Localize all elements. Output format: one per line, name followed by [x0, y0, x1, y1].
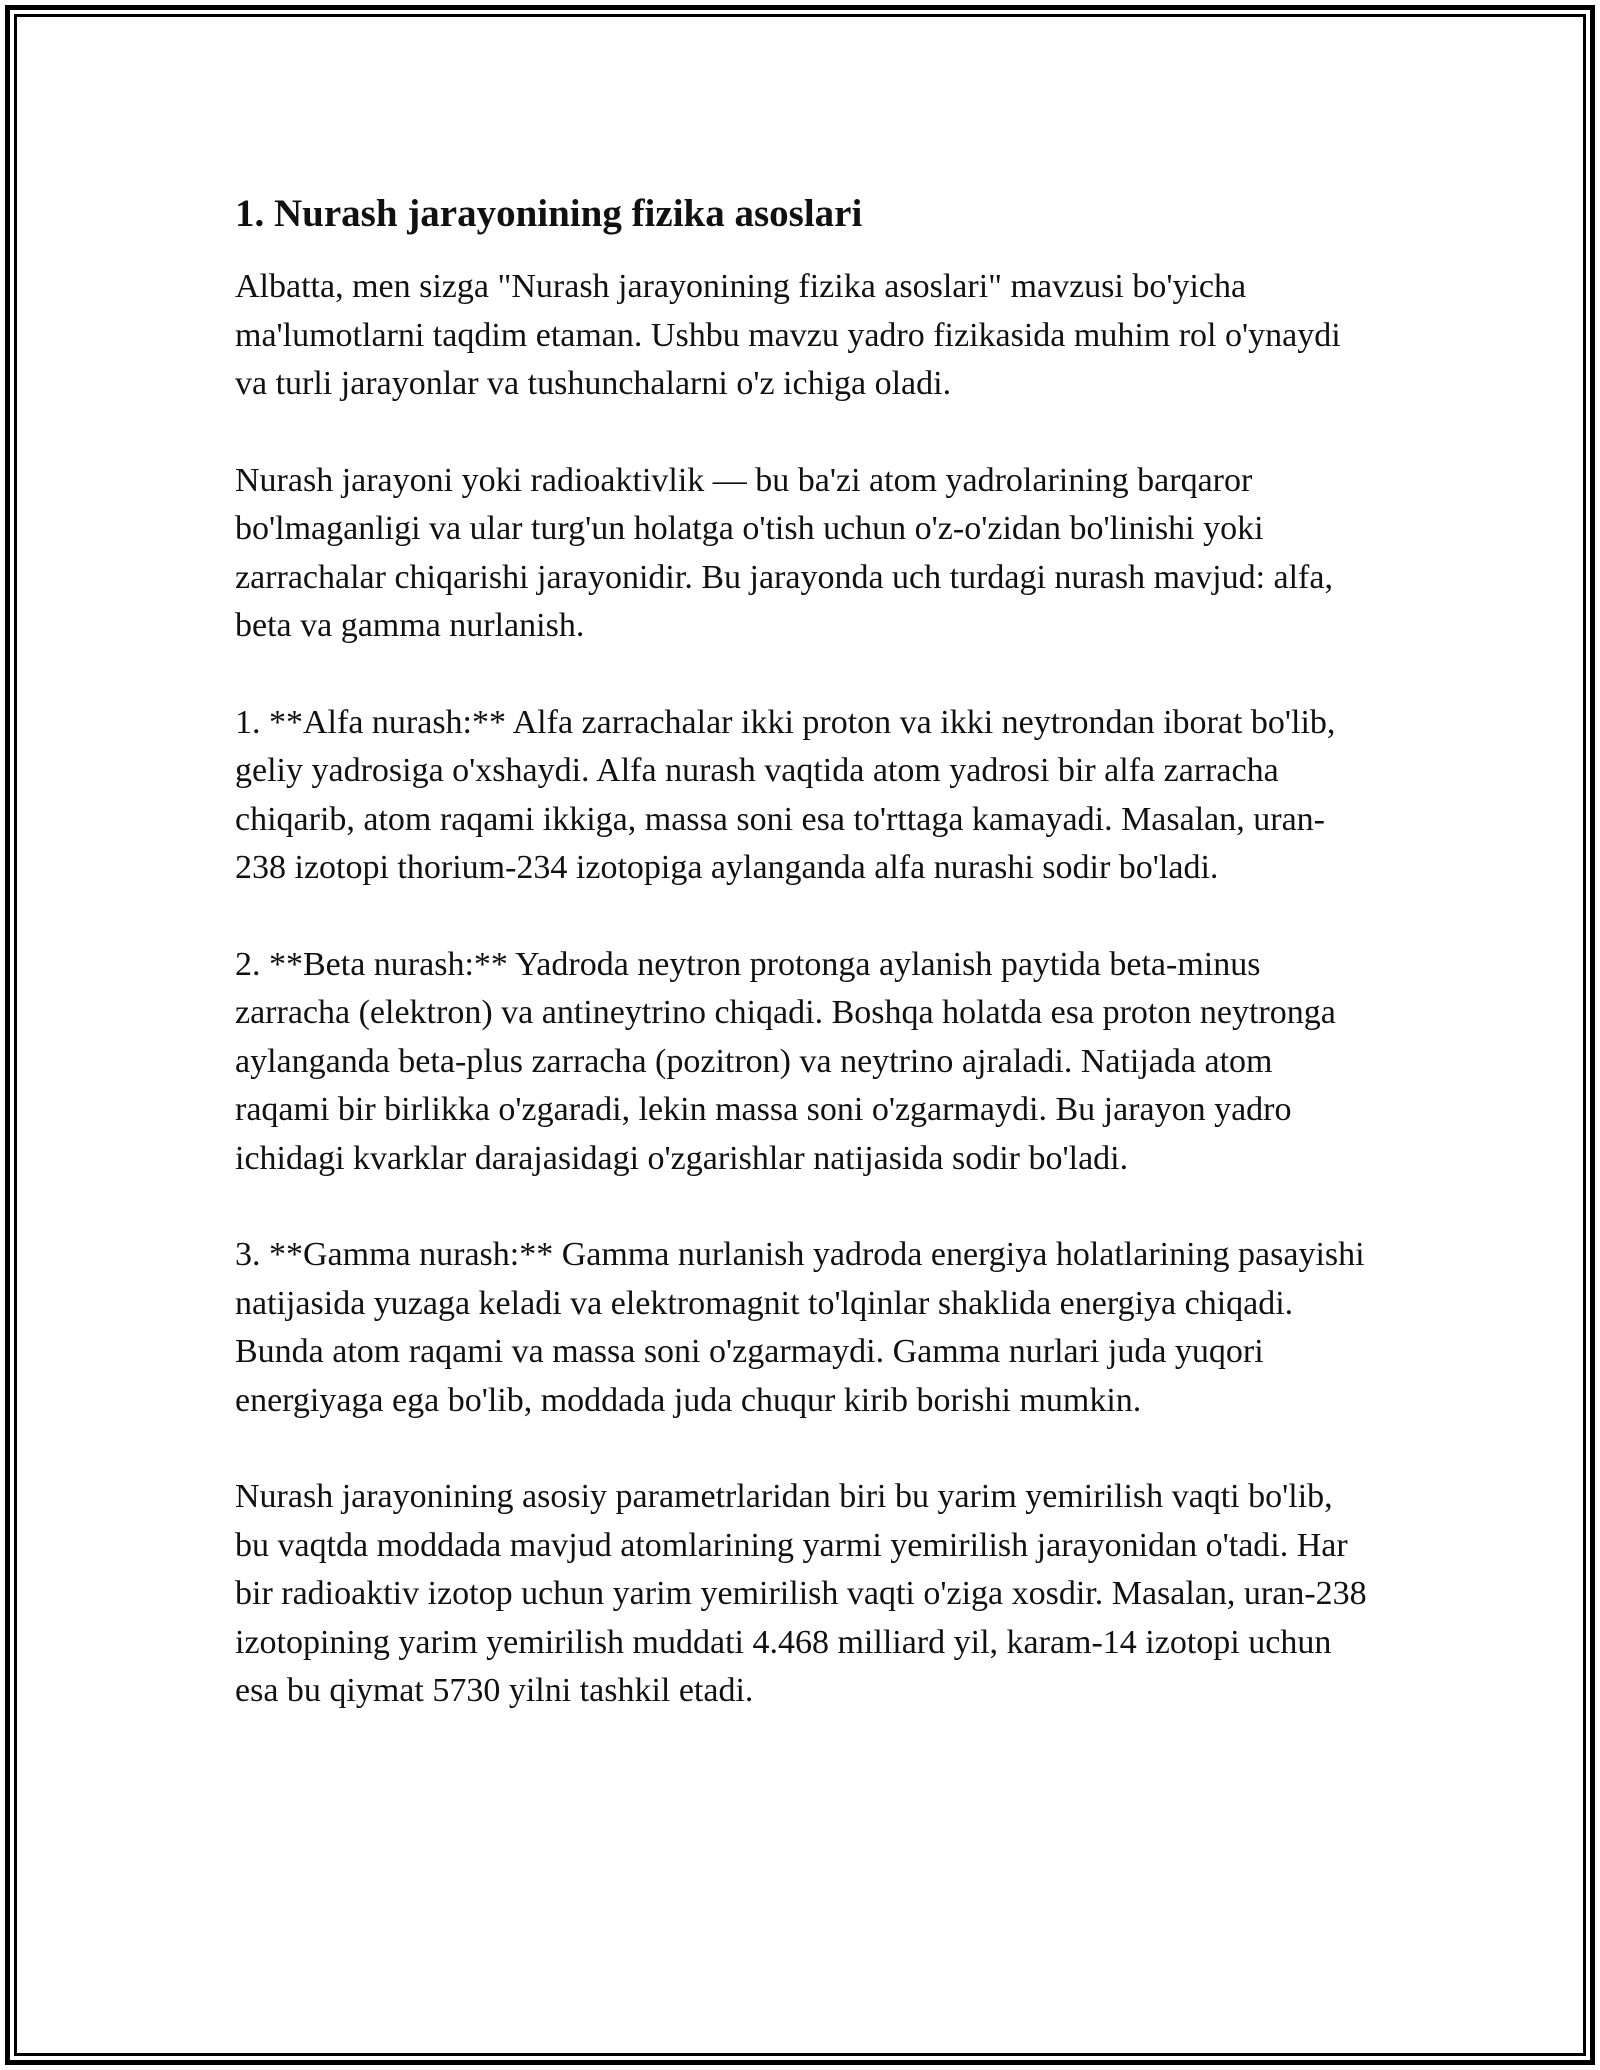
- section-heading: 1. Nurash jarayonining fizika asoslari: [235, 192, 863, 235]
- document-body: [235, 185, 1375, 1764]
- paragraph-definition: Nurash jarayoni yoki radioaktivlik — bu ba'zi atom yadrolarining barqaror bo'lmaganligi va ular turg'un holatga o'tish uchun o'z-o'zidan bo'linishi yoki zarrachalar chiqarishi jarayonidir. Bu jarayonda uch turdagi nurash mavjud: alfa, beta va gamma nurlanish.: [235, 461, 1333, 644]
- paragraph-alpha: 1. **Alfa nurash:** Alfa zarrachalar ikki proton va ikki neytrondan iborat bo'lib, geliy yadrosiga o'xshaydi. Alfa nurash vaqtida atom yadrosi bir alfa zarracha chiqarib, atom raqami ikkiga, massa soni esa to'rttaga kamayadi. Masalan, uran-238 izotopi thorium-234 izotopiga aylanganda alfa nurashi sodir bo'ladi.: [235, 703, 1336, 886]
- paragraph-intro: Albatta, men sizga "Nurash jarayonining fizika asoslari" mavzusi bo'yicha ma'lumotlarni taqdim etaman. Ushbu mavzu yadro fizikasida muhim rol o'ynaydi va turli jarayonlar va tushunchalarni o'z ichiga oladi.: [235, 268, 1341, 402]
- paragraph-beta: 2. **Beta nurash:** Yadroda neytron protonga aylanish paytida beta-minus zarracha (elektron) va antineytrino chiqadi. Boshqa holatda esa proton neytronga aylanganda beta-plus zarracha (pozitron) va neytrino ajraladi. Natijada atom raqami bir birlikka o'zgaradi, lekin massa soni o'zgarmaydi. Bu jarayon yadro ichidagi kvarklar darajasidagi o'zgarishlar natijasida sodir bo'ladi.: [235, 945, 1336, 1177]
- paragraph-gamma: 3. **Gamma nurash:** Gamma nurlanish yadroda energiya holatlarining pasayishi natijasida yuzaga keladi va elektromagnit to'lqinlar shaklida energiya chiqadi. Bunda atom raqami va massa soni o'zgarmaydi. Gamma nurlari juda yuqori energiyaga ega bo'lib, moddada juda chuqur kirib borishi mumkin.: [235, 1236, 1365, 1419]
- paragraph-half-life: Nurash jarayonining asosiy parametrlaridan biri bu yarim yemirilish vaqti bo'lib, bu vaqtda moddada mavjud atomlarining yarmi yemirilish jarayonidan o'tadi. Har bir radioaktiv izotop uchun yarim yemirilish vaqti o'ziga xosdir. Masalan, uran-238 izotopining yarim yemirilish muddati 4.468 milliard yil, karam-14 izotopi uchun esa bu qiymat 5730 yilni tashkil etadi.: [235, 1478, 1367, 1709]
